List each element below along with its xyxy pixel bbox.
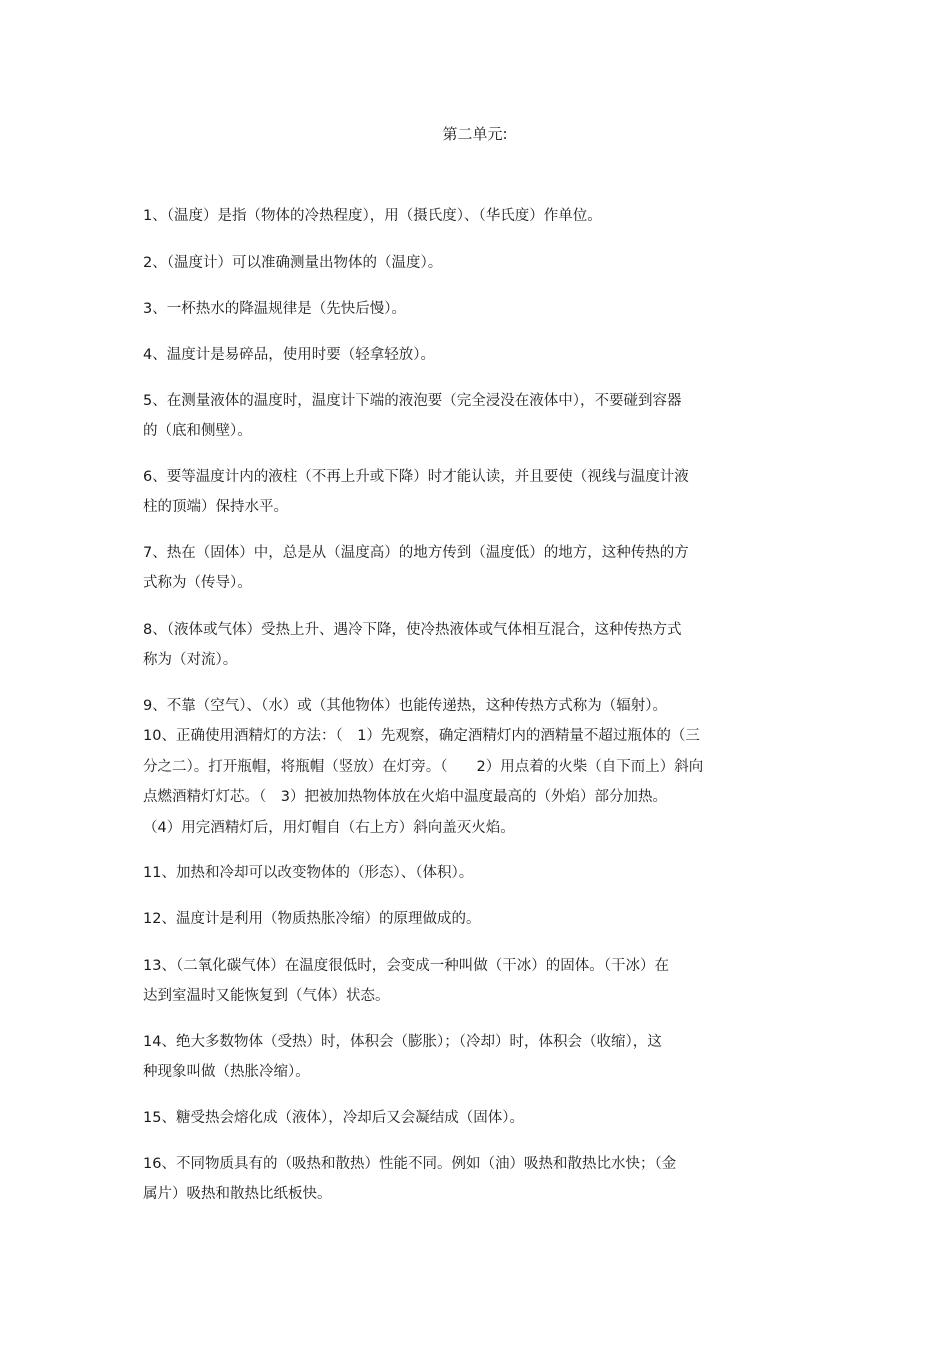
text-line-6b: 柱的顶端）保持水平。: [143, 499, 288, 515]
text-line-7b: 式称为（传导）。: [143, 575, 252, 591]
text-line-16a: 16、不同物质具有的（吸热和散热）性能不同。例如（油）吸热和散热比水快；（金: [143, 1156, 677, 1172]
text-line-10a: 10、正确使用酒精灯的方法：（ 1）先观察，确定酒精灯内的酒精量不超过瓶体的（三: [143, 728, 700, 744]
text-line-8a: 8、（液体或气体）受热上升、遇冷下降，使冷热液体或气体相互混合，这种传热方式: [143, 622, 682, 638]
text-line-13b: 达到室温时又能恢复到（气体）状态。: [143, 988, 390, 1004]
text-line-6a: 6、要等温度计内的液柱（不再上升或下降）时才能认读，并且要使（视线与温度计液: [143, 469, 689, 485]
text-line-15: 15、糖受热会熔化成（液体），冷却后又会凝结成（固体）。: [143, 1110, 524, 1126]
text-line-9: 9、不靠（空气）、（水）或（其他物体）也能传递热，这种传热方式称为（辐射）。: [143, 698, 667, 714]
text-line-14b: 种现象叫做（热胀冷缩）。: [143, 1064, 310, 1080]
text-line-10b: 分之二）。打开瓶帽，将瓶帽（竖放）在灯旁。（ 2）用点着的火柴（自下而上）斜向: [143, 759, 704, 775]
text-line-14a: 14、绝大多数物体（受热）时，体积会（膨胀）；（冷却）时，体积会（收缩），这: [143, 1034, 662, 1050]
text-line-8b: 称为（对流）。: [143, 652, 238, 668]
text-line-12: 12、温度计是利用（物质热胀冷缩）的原理做成的。: [143, 911, 481, 927]
text-line-7a: 7、热在（固体）中，总是从（温度高）的地方传到（温度低）的地方，这种传热的方: [143, 545, 689, 561]
text-line-1: 1、（温度）是指（物体的冷热程度），用（摄氏度）、（华氏度）作单位。: [143, 208, 602, 224]
text-line-3: 3、一杯热水的降温规律是（先快后慢）。: [143, 301, 406, 317]
text-line-4: 4、温度计是易碎品，使用时要（轻拿轻放）。: [143, 347, 435, 363]
text-line-2: 2、（温度计）可以准确测量出物体的（温度）。: [143, 255, 443, 271]
text-line-11: 11、加热和冷却可以改变物体的（形态）、（体积）。: [143, 865, 474, 881]
text-line-5a: 5、在测量液体的温度时，温度计下端的液泡要（完全浸没在液体中），不要碰到容器: [143, 393, 682, 409]
text-line-13a: 13、（二氧化碳气体）在温度很低时，会变成一种叫做（干冰）的固体。（干冰）在: [143, 958, 669, 974]
text-line-10d: （4）用完酒精灯后，用灯帽自（右上方）斜向盖灭火焰。: [143, 820, 515, 836]
text-line-10c: 点燃酒精灯灯芯。（ 3）把被加热物体放在火焰中温度最高的（外焰）部分加热。: [143, 789, 667, 805]
text-line-16b: 属片）吸热和散热比纸板快。: [143, 1186, 332, 1202]
page-title: 第二单元:: [442, 125, 508, 143]
text-line-5b: 的（底和侧壁）。: [143, 423, 252, 439]
